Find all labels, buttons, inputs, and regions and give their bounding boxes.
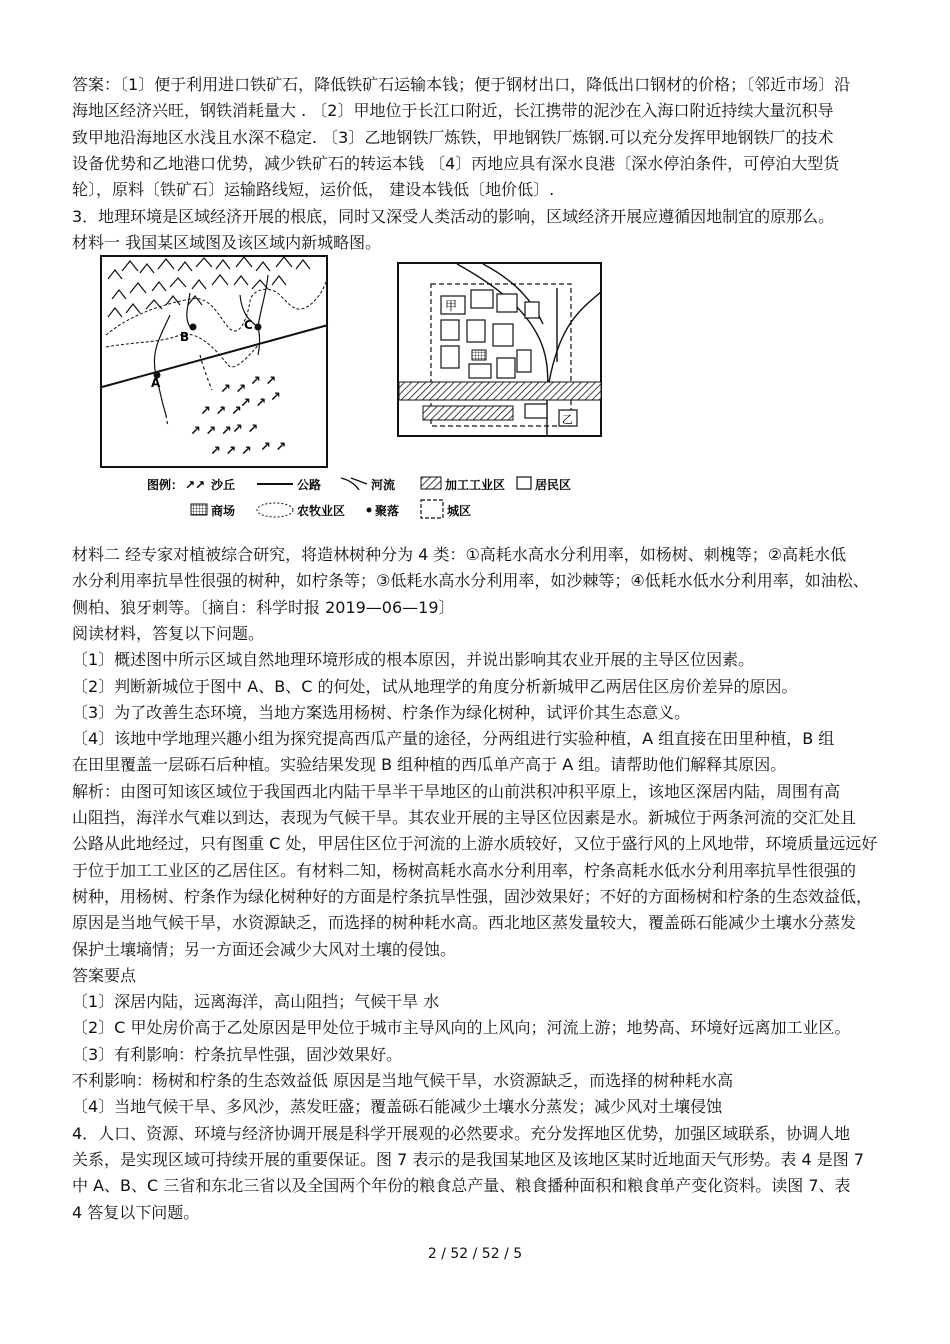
- point-c: [255, 324, 262, 331]
- text-line: 侧柏、狼牙刺等。〔摘自：科学时报 2019—06—19〕: [72, 597, 455, 617]
- text-line: 〔2〕判断新城位于图中 A、B、C 的何处，试从地理学的角度分析新城甲乙两居住区房价差异的原因。: [72, 676, 798, 696]
- text-line: 材料二 经专家对植被综合研究，将造林树种分为 4 类：①高耗水高水分利用率，如杨树、刺槐等；②高耗水低: [72, 545, 847, 564]
- legend-commerce: 商场: [211, 504, 236, 518]
- text-line: 材料一 我国某区域图及该区域内新城略图。: [72, 232, 382, 252]
- text-line: 答案要点: [72, 965, 137, 985]
- text-line: 〔1〕深居内陆，远离海洋，高山阻挡；气候干旱 水: [72, 992, 440, 1012]
- text-line: 4 答复以下问题。: [72, 1202, 200, 1222]
- legend-residential: 居民区: [535, 478, 572, 492]
- industrial-zone: [399, 382, 601, 400]
- text-line: 关系，是实现区域可持续开展的重要保证。图 7 表示的是我国某地区及该地区某时近地面天气形势。表 4 是图 7: [72, 1149, 864, 1169]
- text-line: 〔2〕C 甲处房价高于乙处原因是甲处位于城市主导风向的上风向；河流上游；地势高、环境好远离加工业区。: [72, 1018, 851, 1038]
- svg-text:↗ ↗: ↗ ↗: [232, 422, 259, 437]
- text-line: 〔3〕有利影响：柠条抗旱性强，固沙效果好。: [72, 1044, 403, 1064]
- page-footer: 2 / 52 / 52 / 5: [427, 1246, 523, 1262]
- new-city-map: [397, 262, 603, 438]
- residential-icon: [517, 477, 531, 489]
- legend-settlement: 聚落: [375, 504, 400, 518]
- svg-text:↗ ↗: ↗ ↗: [220, 382, 247, 397]
- legend-farm: 农牧业区: [297, 504, 346, 518]
- mountain-range: [108, 257, 310, 317]
- svg-text:↗ ↗: ↗ ↗: [250, 374, 277, 389]
- text-line: 〔1〕概述图中所示区域自然地理环境形成的根本原因，并说出影响其农业开展的主导区位因素。: [72, 650, 755, 670]
- text-line: 保护土壤墒情；另一方面还会减少大风对土壤的侵蚀。: [72, 939, 457, 959]
- point-label-a: A: [151, 376, 161, 390]
- text-line: 解析：由图可知该区域位于我国西北内陆干旱半干旱地区的山前洪积冲积平原上，该地区深居内陆，周围有高: [72, 781, 841, 801]
- legend-road: 公路: [297, 478, 322, 492]
- sand-dunes: [190, 374, 286, 459]
- text-line: 〔3〕为了改善生态环境，当地方案选用杨树、柠条作为绿化树种，试评价其生态意义。: [72, 702, 691, 722]
- city-label-yi: 乙: [562, 413, 573, 426]
- river-icon: [341, 478, 367, 490]
- text-line: 在田里覆盖一层砾石后种植。实验结果发现 B 组种植的西瓜单产高于 A 组。请帮助他们解释其原因。: [72, 755, 787, 775]
- legend-dune: 沙丘: [211, 478, 236, 492]
- legend-city: 城区: [447, 504, 472, 518]
- text-line: 于位于加工工业区的乙居住区。有材料二知，杨树高耗水高水分利用率，柠条高耗水低水分利用率抗旱性很强的: [72, 860, 857, 880]
- region-map: [100, 255, 330, 470]
- industrial-zone-lower: [423, 406, 513, 420]
- svg-text:↗ ↗ ↗: ↗ ↗ ↗: [210, 444, 252, 459]
- settlement-icon: [367, 508, 372, 513]
- text-line: 不利影响：杨树和柠条的生态效益低 原因是当地气候干旱，水资源缺乏，而选择的树种耗水高: [72, 1071, 734, 1090]
- text-line: 〔4〕当地气候干旱、多风沙，蒸发旺盛；覆盖砾石能减少土壤水分蒸发；减少风对土壤侵蚀: [72, 1097, 723, 1117]
- point-b: [190, 324, 197, 331]
- commerce-icon: [191, 504, 207, 515]
- legend-title: 图例：: [147, 478, 184, 492]
- text-line: 阅读材料，答复以下问题。: [72, 623, 265, 643]
- svg-text:↗ ↗ ↗: ↗ ↗ ↗: [200, 404, 242, 419]
- legend-river: 河流: [371, 478, 396, 492]
- text-line: 中 A、B、C 三省和东北三省以及全国两个年份的粮食总产量、粮食播种面积和粮食单产变化资料。读图 7、表: [72, 1176, 851, 1196]
- farm-icon: [257, 503, 293, 517]
- text-line: 山阻挡，海洋水气难以到达，表现为气候干旱。其农业开展的主导区位因素是水。新城位于两条河流的交汇处且: [72, 808, 857, 827]
- svg-text:↗: ↗: [270, 390, 281, 405]
- point-label-c: C: [244, 318, 253, 332]
- text-line: 轮〕，原料〔铁矿石〕运输路线短，运价低， 建设本钱低〔地价低〕.: [72, 180, 555, 200]
- legend-industry: 加工工业区: [445, 478, 506, 492]
- text-line: 设备优势和乙地港口优势，减少铁矿石的转运本钱 〔4〕丙地应具有深水良港〔深水停泊条件，可停泊大型货: [72, 153, 840, 173]
- text-line: 树种，用杨树、柠条作为绿化树种好的方面是柠条抗旱性强，固沙效果好；不好的方面杨树和柠条的生态效益低，: [72, 886, 873, 906]
- svg-text:↗ ↗ ↗: ↗ ↗ ↗: [190, 424, 232, 439]
- text-line: 致甲地沿海地区水浅且水深不稳定. 〔3〕乙地钢铁厂炼铁，甲地钢铁厂炼钢.可以充分发挥甲地钢铁厂的技术: [72, 127, 834, 147]
- city-label-jia: 甲: [445, 299, 458, 313]
- dune-icon: ↗↗: [185, 478, 206, 492]
- svg-text:↗ ↗: ↗ ↗: [240, 396, 267, 411]
- text-line: 水分利用率抗旱性很强的树种，如柠条等；③低耗水高水分利用率，如沙棘等；④低耗水低水分利用率，如油松、: [72, 571, 869, 591]
- text-line: 4．人口、资源、环境与经济协调开展是科学开展观的必然要求。充分发挥地区优势，加强区域联系，协调人地: [72, 1123, 851, 1143]
- point-label-b: B: [180, 330, 190, 344]
- map-legend: [145, 472, 625, 524]
- text-line: 原因是当地气候干旱，水资源缺乏，而选择的树种耗水高。西北地区蒸发量较大，覆盖砾石能减少土壤水分蒸发: [72, 913, 857, 933]
- text-line: 海地区经济兴旺，钢铁消耗量大 . 〔2〕甲地位于长江口附近，长江携带的泥沙在入海口附近持续大量沉积导: [72, 101, 834, 121]
- text-line: 〔4〕该地中学地理兴趣小组为探究提高西瓜产量的途径，分两组进行实验种植，A 组直接在田里种植，B 组: [72, 729, 835, 749]
- text-line: 3．地理环境是区域经济开展的根底，同时又深受人类活动的影响，区域经济开展应遵循因地制宜的原那么。: [72, 206, 835, 226]
- svg-text:↗ ↗: ↗ ↗: [260, 440, 287, 455]
- text-line: 公路从此地经过，只有图重 C 处，甲居住区位于河流的上游水质较好，又位于盛行风的上风地带，环境质量远远好: [72, 834, 878, 854]
- road: [102, 325, 328, 387]
- industry-icon: [421, 477, 441, 489]
- city-icon: [421, 500, 443, 518]
- text-line: 答案：〔1〕便于利用进口铁矿石，降低铁矿石运输本钱；便于钢材出口，降低出口钢材的价格；〔邻近市场〕沿: [72, 75, 851, 94]
- commerce-block: [472, 350, 486, 360]
